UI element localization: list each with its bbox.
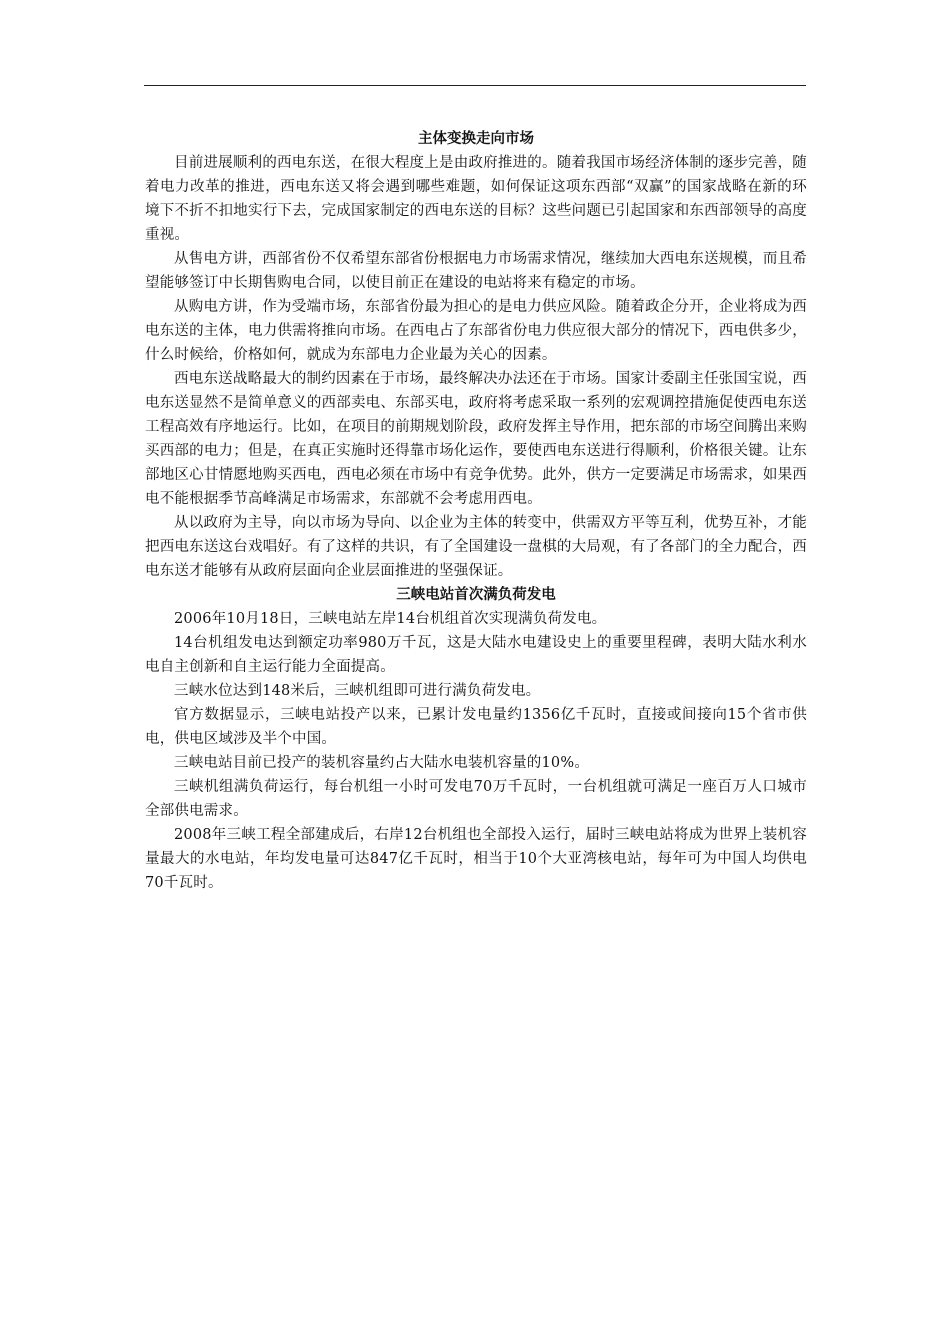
paragraph: 西电东送战略最大的制约因素在于市场，最终解决办法还在于市场。国家计委副主任张国宝说，西电东送显然不是简单意义的西部卖电、东部买电，政府将考虑采取一系列的宏观调控措施促使西电东送工程高效有序地运行。比如，在项目的前期规划阶段，政府发挥主导作用，把东部的市场空间腾出来购买西部的电力；但是，在真正实施时还得靠市场化运作，要使西电东送进行得顺利，价格很关键。让东部地区心甘情愿地购买西电，西电必须在市场中有竞争优势。此外，供方一定要满足市场需求，如果西电不能根据季节高峰满足市场需求，东部就不会考虑用西电。 [145, 371, 807, 507]
paragraph: 三峡电站目前已投产的装机容量约占大陆水电装机容量的10%。 [174, 755, 590, 771]
paragraph: 三峡机组满负荷运行，每台机组一小时可发电70万千瓦时，一台机组就可满足一座百万人口城市全部供电需求。 [145, 779, 807, 819]
section-title: 三峡电站首次满负荷发电 [396, 587, 556, 603]
paragraph: 从以政府为主导，向以市场为导向、以企业为主体的转变中，供需双方平等互利，优势互补，才能把西电东送这台戏唱好。有了这样的共识，有了全国建设一盘棋的大局观，有了各部门的全力配合，西电东送才能够有从政府层面向企业层面推进的坚强保证。 [145, 515, 807, 579]
section-three-gorges [145, 583, 807, 895]
document-body [145, 127, 807, 895]
section-market-transition [145, 127, 807, 583]
paragraph: 2006年10月18日，三峡电站左岸14台机组首次实现满负荷发电。 [174, 611, 607, 627]
paragraph: 14台机组发电达到额定功率980万千瓦，这是大陆水电建设史上的重要里程碑，表明大陆水利水电自主创新和自主运行能力全面提高。 [145, 635, 807, 675]
paragraph: 2008年三峡工程全部建成后，右岸12台机组也全部投入运行，届时三峡电站将成为世界上装机容量最大的水电站，年均发电量可达847亿千瓦时，相当于10个大亚湾核电站，每年可为中国人均供电70千瓦时。 [145, 827, 807, 891]
paragraph: 从售电方讲，西部省份不仅希望东部省份根据电力市场需求情况，继续加大西电东送规模，而且希望能够签订中长期售购电合同，以使目前正在建设的电站将来有稳定的市场。 [145, 251, 807, 291]
paragraph: 从购电方讲，作为受端市场，东部省份最为担心的是电力供应风险。随着政企分开，企业将成为西电东送的主体，电力供需将推向市场。在西电占了东部省份电力供应很大部分的情况下，西电供多少，什么时候给，价格如何，就成为东部电力企业最为关心的因素。 [145, 299, 807, 363]
section-title: 主体变换走向市场 [418, 131, 534, 147]
header-rule [144, 85, 806, 86]
paragraph: 三峡水位达到148米后，三峡机组即可进行满负荷发电。 [174, 683, 541, 699]
paragraph: 目前进展顺利的西电东送，在很大程度上是由政府推进的。随着我国市场经济体制的逐步完善，随着电力改革的推进，西电东送又将会遇到哪些难题，如何保证这项东西部“双赢”的国家战略在新的环境下不折不扣地实行下去，完成国家制定的西电东送的目标？这些问题已引起国家和东西部领导的高度重视。 [145, 155, 807, 243]
paragraph: 官方数据显示，三峡电站投产以来，已累计发电量约1356亿千瓦时，直接或间接向15个省市供电，供电区域涉及半个中国。 [145, 707, 807, 747]
